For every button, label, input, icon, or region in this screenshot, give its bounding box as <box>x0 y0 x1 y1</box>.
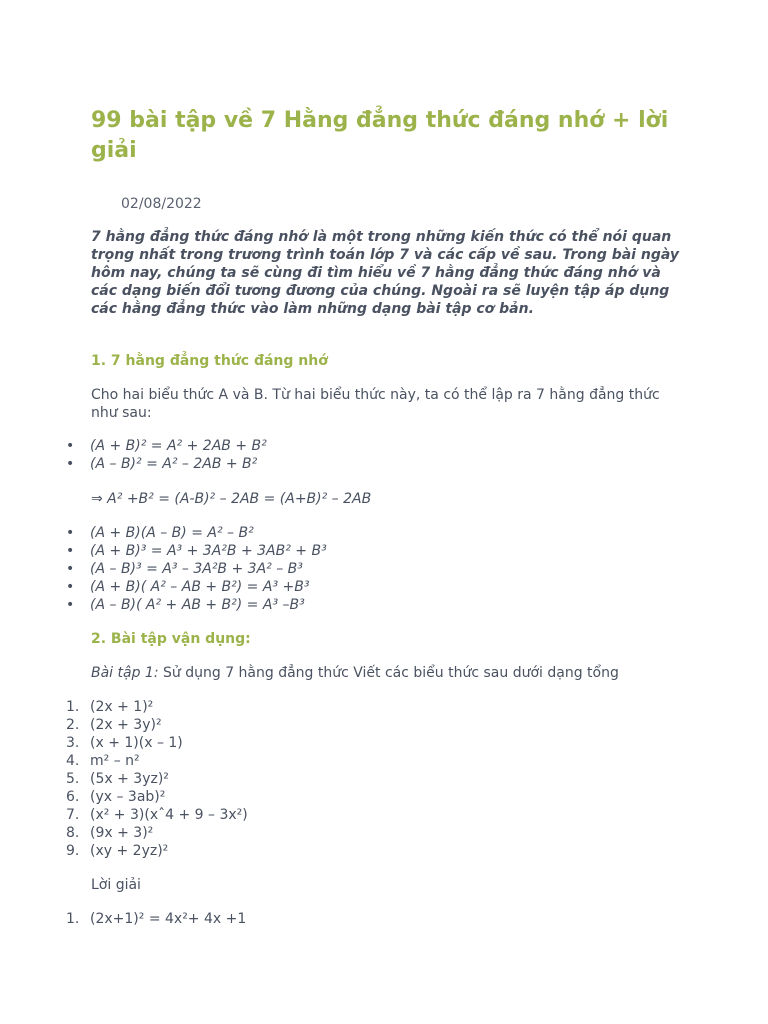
list-item: 8. (9x + 3)² <box>66 825 154 841</box>
list-item: 7. (x² + 3)(xˆ4 + 9 – 3x²) <box>66 807 248 823</box>
derived-identity: ⇒ A² +B² = (A-B)² – 2AB = (A+B)² – 2AB <box>91 491 372 507</box>
bullet-icon: • <box>66 579 75 595</box>
list-item: • (A – B)³ = A³ – 3A²B + 3A² – B³ <box>66 561 303 577</box>
solution-list <box>66 910 246 928</box>
list-item: • (A – B)² = A² – 2AB + B² <box>66 456 258 472</box>
list-item: 6. (yx – 3ab)² <box>66 789 166 805</box>
list-item: • (A – B)( A² + AB + B²) = A³ –B³ <box>66 597 305 613</box>
exercise-prompt <box>91 664 681 682</box>
identity-list-a <box>66 437 267 473</box>
bullet-icon: • <box>66 456 75 472</box>
list-item: 4. m² – n² <box>66 753 140 769</box>
list-item: • (A + B)( A² – AB + B²) = A³ +B³ <box>66 579 310 595</box>
list-item: 1. (2x + 1)² <box>66 699 154 715</box>
bullet-icon: • <box>66 438 75 454</box>
identity-list-b <box>66 524 327 614</box>
section-1-paragraph: Cho hai biểu thức A và B. Từ hai biểu thức này, ta có thể lập ra 7 hằng đẳng thức như sau: <box>91 387 660 421</box>
bullet-icon: • <box>66 543 75 559</box>
section-1-heading: 1. 7 hằng đẳng thức đáng nhớ <box>91 353 328 369</box>
exercise-list <box>66 698 248 860</box>
list-item: • (A + B)³ = A³ + 3A²B + 3AB² + B³ <box>66 543 327 559</box>
solution-heading: Lời giải <box>91 877 141 893</box>
exercise-label: Bài tập 1: <box>91 665 159 681</box>
section-2-heading: 2. Bài tập vận dụng: <box>91 631 251 647</box>
list-item: 2. (2x + 3y)² <box>66 717 162 733</box>
exercise-text: Sử dụng 7 hằng đẳng thức Viết các biểu thức sau dưới dạng tổng <box>158 665 619 681</box>
list-item: 5. (5x + 3yz)² <box>66 771 169 787</box>
list-item: 1. (2x+1)² = 4x²+ 4x +1 <box>66 911 247 927</box>
list-item: 9. (xy + 2yz)² <box>66 843 169 859</box>
bullet-icon: • <box>66 525 75 541</box>
bullet-icon: • <box>66 561 75 577</box>
list-item: 3. (x + 1)(x – 1) <box>66 735 183 751</box>
list-item: • (A + B)(A – B) = A² – B² <box>66 525 254 541</box>
list-item: • (A + B)² = A² + 2AB + B² <box>66 438 267 454</box>
article-title: 99 bài tập về 7 Hằng đẳng thức đáng nhớ + lời giải <box>91 108 669 163</box>
bullet-icon: • <box>66 597 75 613</box>
publish-date: 02/08/2022 <box>121 196 202 212</box>
intro-paragraph: 7 hằng đẳng thức đáng nhớ là một trong những kiến thức có thể nói quan trọng nhất trong trương trình toán lớp 7 và các cấp về sau. Trong bài ngày hôm nay, chúng ta sẽ cùng đi tìm hiểu về 7 hằng đẳng thức đáng nhớ và các dạng biến đổi tương đương của chúng. Ngoài ra sẽ luyện tập áp dụng các hằng đẳng thức vào làm những dạng bài tập cơ bản. <box>91 229 679 317</box>
